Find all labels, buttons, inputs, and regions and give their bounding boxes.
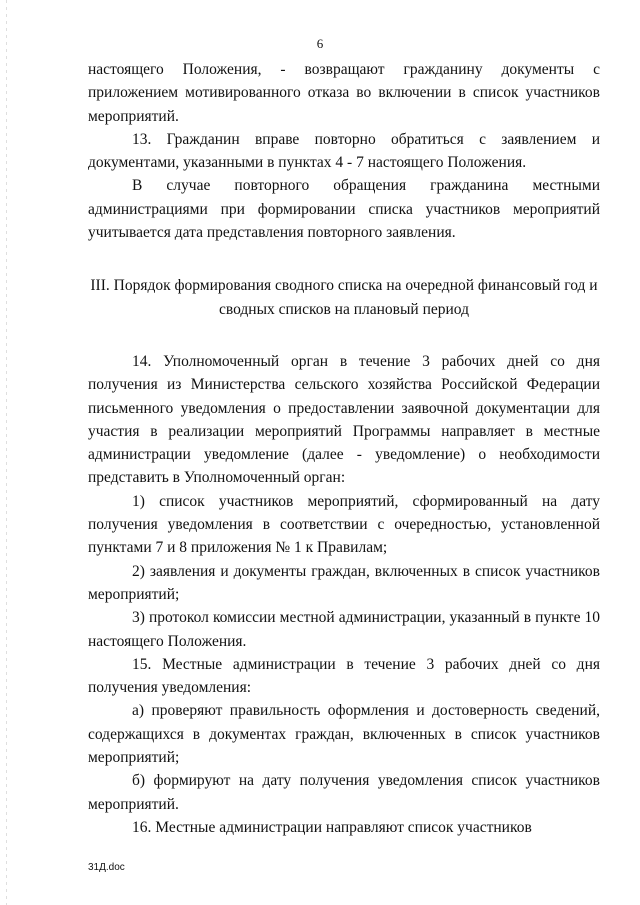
- document-body: [88, 58, 600, 839]
- paragraph-continuation: настоящего Положения, - возвращают гражданину документы с приложением мотивированного отказа во включении в список участников мероприятий.: [88, 61, 600, 125]
- list-item-14-1: 1) список участников мероприятий, сформированный на дату получения уведомления в соответствии с очередностью, установленной пунктами 7 и 8 приложения № 1 к Правилам;: [88, 492, 600, 557]
- section-heading: III. Порядок формирования сводного списка на очередной финансовый год и сводных списков на плановый период: [90, 277, 598, 318]
- list-item-14-3: 3) протокол комиссии местной администрации, указанный в пункте 10 настоящего Положения.: [88, 609, 600, 650]
- paragraph-repeat-application: В случае повторного обращения гражданина местными администрациями при формировании списка участников мероприятий учитывается дата представления повторного заявления.: [88, 177, 600, 242]
- paragraph-13: 13. Гражданин вправе повторно обратиться с заявлением и документами, указанными в пунктах 4 - 7 настоящего Положения.: [88, 130, 600, 172]
- file-name-footer: 31Д.doc: [88, 862, 125, 873]
- paragraph-16: 16. Местные администрации направляют список участников: [132, 818, 532, 836]
- scan-edge: [6, 0, 7, 905]
- list-item-15-a: а) проверяют правильность оформления и достоверность сведений, содержащихся в документах граждан, включенных в список участников мероприятий;: [88, 702, 600, 767]
- paragraph-14: 14. Уполномоченный орган в течение 3 рабочих дней со дня получения из Министерства сельского хозяйства Российской Федерации письменного уведомления о предоставлении заявочной документации для участия в реализации мероприятий Программы направляет в местные администрации уведомление (далее - уведомление) о необходимости представить в Уполномоченный орган:: [88, 352, 600, 487]
- list-item-15-b: б) формируют на дату получения уведомления список участников мероприятий.: [88, 772, 600, 813]
- paragraph-15: 15. Местные администрации в течение 3 рабочих дней со дня получения уведомления:: [88, 655, 600, 697]
- list-item-14-2: 2) заявления и документы граждан, включенных в список участников мероприятий;: [88, 562, 600, 603]
- page-number: 6: [316, 36, 324, 51]
